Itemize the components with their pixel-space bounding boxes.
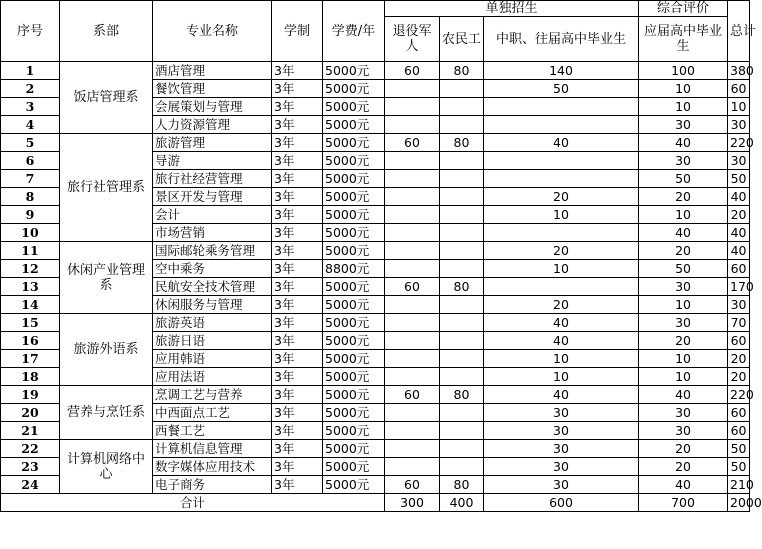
row-farmer — [440, 314, 484, 332]
row-veteran — [385, 368, 440, 386]
row-vocational — [484, 224, 639, 242]
row-total: 50 — [728, 440, 750, 458]
row-fee: 5000元 — [323, 332, 385, 350]
row-vocational — [484, 170, 639, 188]
row-major: 国际邮轮乘务管理 — [153, 242, 272, 260]
row-duration: 3年 — [272, 332, 323, 350]
department-cell: 饭店管理系 — [60, 62, 153, 134]
row-farmer — [440, 98, 484, 116]
row-major: 导游 — [153, 152, 272, 170]
row-veteran: 60 — [385, 62, 440, 80]
row-total: 30 — [728, 116, 750, 134]
totals-farmer: 400 — [440, 494, 484, 512]
row-farmer — [440, 350, 484, 368]
header-duration: 学制 — [272, 1, 323, 62]
row-fee: 5000元 — [323, 422, 385, 440]
header-group-single-enrollment: 单独招生 — [385, 1, 639, 17]
row-major: 应用法语 — [153, 368, 272, 386]
row-farmer: 80 — [440, 134, 484, 152]
row-major: 数字媒体应用技术 — [153, 458, 272, 476]
row-vocational: 20 — [484, 296, 639, 314]
row-major: 会展策划与管理 — [153, 98, 272, 116]
row-vocational: 50 — [484, 80, 639, 98]
row-major: 景区开发与管理 — [153, 188, 272, 206]
row-veteran — [385, 242, 440, 260]
row-seq: 22 — [1, 440, 60, 458]
row-farmer — [440, 368, 484, 386]
row-fee: 5000元 — [323, 278, 385, 296]
row-total: 50 — [728, 170, 750, 188]
row-vocational: 10 — [484, 350, 639, 368]
row-seq: 18 — [1, 368, 60, 386]
row-highschool: 10 — [639, 206, 728, 224]
row-total: 40 — [728, 224, 750, 242]
row-farmer — [440, 224, 484, 242]
row-fee: 5000元 — [323, 62, 385, 80]
row-farmer — [440, 260, 484, 278]
row-vocational — [484, 152, 639, 170]
row-seq: 5 — [1, 134, 60, 152]
totals-label: 合计 — [1, 494, 385, 512]
totals-vocational: 600 — [484, 494, 639, 512]
row-major: 电子商务 — [153, 476, 272, 494]
row-total: 70 — [728, 314, 750, 332]
row-vocational: 40 — [484, 332, 639, 350]
row-fee: 5000元 — [323, 116, 385, 134]
row-fee: 5000元 — [323, 404, 385, 422]
row-total: 60 — [728, 80, 750, 98]
row-seq: 8 — [1, 188, 60, 206]
row-duration: 3年 — [272, 224, 323, 242]
row-vocational: 30 — [484, 458, 639, 476]
row-vocational: 10 — [484, 368, 639, 386]
row-highschool: 20 — [639, 440, 728, 458]
row-major: 计算机信息管理 — [153, 440, 272, 458]
row-highschool: 20 — [639, 188, 728, 206]
row-major: 会计 — [153, 206, 272, 224]
row-fee: 5000元 — [323, 314, 385, 332]
row-major: 民航安全技术管理 — [153, 278, 272, 296]
row-total: 20 — [728, 350, 750, 368]
row-highschool: 30 — [639, 278, 728, 296]
row-veteran — [385, 440, 440, 458]
row-total: 60 — [728, 422, 750, 440]
row-highschool: 10 — [639, 80, 728, 98]
row-seq: 6 — [1, 152, 60, 170]
row-highschool: 10 — [639, 98, 728, 116]
row-total: 10 — [728, 98, 750, 116]
row-seq: 7 — [1, 170, 60, 188]
department-cell: 旅行社管理系 — [60, 134, 153, 242]
row-fee: 5000元 — [323, 350, 385, 368]
row-farmer — [440, 116, 484, 134]
row-duration: 3年 — [272, 314, 323, 332]
row-total: 30 — [728, 296, 750, 314]
row-duration: 3年 — [272, 458, 323, 476]
row-fee: 5000元 — [323, 440, 385, 458]
header-fee: 学费/年 — [323, 1, 385, 62]
row-veteran: 60 — [385, 134, 440, 152]
header-highschool: 应届高中毕业生 — [639, 17, 728, 62]
row-major: 空中乘务 — [153, 260, 272, 278]
row-vocational: 140 — [484, 62, 639, 80]
row-farmer — [440, 170, 484, 188]
row-major: 应用韩语 — [153, 350, 272, 368]
row-highschool: 10 — [639, 350, 728, 368]
department-cell: 休闲产业管理系 — [60, 242, 153, 314]
header-total: 总计 — [728, 1, 750, 62]
row-fee: 5000元 — [323, 242, 385, 260]
row-veteran — [385, 458, 440, 476]
totals-row — [1, 494, 750, 512]
row-major: 中西面点工艺 — [153, 404, 272, 422]
row-total: 40 — [728, 242, 750, 260]
row-highschool: 30 — [639, 422, 728, 440]
row-total: 210 — [728, 476, 750, 494]
row-duration: 3年 — [272, 80, 323, 98]
row-veteran: 60 — [385, 476, 440, 494]
row-duration: 3年 — [272, 242, 323, 260]
row-fee: 5000元 — [323, 224, 385, 242]
row-veteran — [385, 152, 440, 170]
row-highschool: 30 — [639, 404, 728, 422]
row-major: 西餐工艺 — [153, 422, 272, 440]
row-highschool: 20 — [639, 242, 728, 260]
row-seq: 13 — [1, 278, 60, 296]
row-fee: 5000元 — [323, 296, 385, 314]
row-farmer: 80 — [440, 62, 484, 80]
row-seq: 16 — [1, 332, 60, 350]
totals-veteran: 300 — [385, 494, 440, 512]
row-fee: 5000元 — [323, 170, 385, 188]
row-duration: 3年 — [272, 404, 323, 422]
row-major: 休闲服务与管理 — [153, 296, 272, 314]
row-total: 20 — [728, 206, 750, 224]
row-veteran — [385, 116, 440, 134]
row-duration: 3年 — [272, 386, 323, 404]
table-body — [1, 62, 762, 512]
row-vocational: 40 — [484, 386, 639, 404]
header-vocational: 中职、往届高中毕业生 — [484, 17, 639, 62]
row-farmer: 80 — [440, 476, 484, 494]
row-major: 旅游管理 — [153, 134, 272, 152]
row-seq: 11 — [1, 242, 60, 260]
row-duration: 3年 — [272, 368, 323, 386]
row-total: 60 — [728, 332, 750, 350]
table-row — [1, 386, 750, 404]
row-total: 40 — [728, 188, 750, 206]
row-farmer — [440, 80, 484, 98]
row-veteran: 60 — [385, 278, 440, 296]
row-total: 170 — [728, 278, 750, 296]
row-veteran: 60 — [385, 386, 440, 404]
row-total: 20 — [728, 368, 750, 386]
row-highschool: 40 — [639, 386, 728, 404]
header-farmer: 农民工 — [440, 17, 484, 62]
row-veteran — [385, 350, 440, 368]
row-highschool: 20 — [639, 332, 728, 350]
row-veteran — [385, 314, 440, 332]
table-row — [1, 314, 750, 332]
row-total: 220 — [728, 134, 750, 152]
row-highschool: 20 — [639, 458, 728, 476]
row-seq: 12 — [1, 260, 60, 278]
row-veteran — [385, 332, 440, 350]
row-total: 60 — [728, 404, 750, 422]
row-highschool: 40 — [639, 134, 728, 152]
row-seq: 23 — [1, 458, 60, 476]
row-seq: 15 — [1, 314, 60, 332]
row-veteran — [385, 296, 440, 314]
row-fee: 5000元 — [323, 134, 385, 152]
row-seq: 10 — [1, 224, 60, 242]
row-farmer — [440, 440, 484, 458]
row-vocational — [484, 116, 639, 134]
row-duration: 3年 — [272, 170, 323, 188]
row-major: 旅游英语 — [153, 314, 272, 332]
row-seq: 14 — [1, 296, 60, 314]
department-cell: 营养与烹饪系 — [60, 386, 153, 440]
header-group-comprehensive: 综合评价 — [639, 1, 728, 17]
row-duration: 3年 — [272, 188, 323, 206]
row-fee: 5000元 — [323, 152, 385, 170]
header-major: 专业名称 — [153, 1, 272, 62]
row-highschool: 10 — [639, 296, 728, 314]
row-duration: 3年 — [272, 152, 323, 170]
row-major: 人力资源管理 — [153, 116, 272, 134]
row-fee: 5000元 — [323, 458, 385, 476]
table-row — [1, 242, 750, 260]
row-highschool: 30 — [639, 314, 728, 332]
row-duration: 3年 — [272, 350, 323, 368]
row-seq: 4 — [1, 116, 60, 134]
row-seq: 21 — [1, 422, 60, 440]
row-farmer: 80 — [440, 278, 484, 296]
department-cell: 旅游外语系 — [60, 314, 153, 386]
row-farmer: 80 — [440, 386, 484, 404]
row-vocational: 10 — [484, 260, 639, 278]
header-seq: 序号 — [1, 1, 60, 62]
row-total: 60 — [728, 260, 750, 278]
row-vocational: 10 — [484, 206, 639, 224]
department-cell: 计算机网络中心 — [60, 440, 153, 494]
row-highschool: 30 — [639, 152, 728, 170]
row-vocational: 30 — [484, 476, 639, 494]
row-vocational: 30 — [484, 422, 639, 440]
row-major: 烹调工艺与营养 — [153, 386, 272, 404]
row-duration: 3年 — [272, 422, 323, 440]
row-vocational: 30 — [484, 404, 639, 422]
row-total: 30 — [728, 152, 750, 170]
row-farmer — [440, 296, 484, 314]
table-row — [1, 134, 750, 152]
row-veteran — [385, 80, 440, 98]
row-fee: 8800元 — [323, 260, 385, 278]
row-highschool: 50 — [639, 170, 728, 188]
row-major: 市场营销 — [153, 224, 272, 242]
row-fee: 5000元 — [323, 476, 385, 494]
totals-highschool: 700 — [639, 494, 728, 512]
row-highschool: 50 — [639, 260, 728, 278]
row-farmer — [440, 332, 484, 350]
row-farmer — [440, 206, 484, 224]
row-vocational: 30 — [484, 440, 639, 458]
header-veteran: 退役军人 — [385, 17, 440, 62]
row-fee: 5000元 — [323, 188, 385, 206]
row-farmer — [440, 152, 484, 170]
table-row — [1, 62, 750, 80]
row-vocational — [484, 278, 639, 296]
row-veteran — [385, 170, 440, 188]
row-major: 旅游日语 — [153, 332, 272, 350]
row-duration: 3年 — [272, 62, 323, 80]
row-seq: 2 — [1, 80, 60, 98]
row-highschool: 40 — [639, 224, 728, 242]
row-veteran — [385, 98, 440, 116]
row-fee: 5000元 — [323, 98, 385, 116]
row-farmer — [440, 188, 484, 206]
row-veteran — [385, 404, 440, 422]
row-duration: 3年 — [272, 296, 323, 314]
header-dept: 系部 — [60, 1, 153, 62]
row-vocational: 40 — [484, 314, 639, 332]
row-fee: 5000元 — [323, 368, 385, 386]
row-duration: 3年 — [272, 440, 323, 458]
row-highschool: 100 — [639, 62, 728, 80]
row-total: 220 — [728, 386, 750, 404]
row-farmer — [440, 242, 484, 260]
row-duration: 3年 — [272, 206, 323, 224]
row-seq: 1 — [1, 62, 60, 80]
row-farmer — [440, 422, 484, 440]
row-farmer — [440, 404, 484, 422]
row-vocational: 20 — [484, 188, 639, 206]
row-veteran — [385, 206, 440, 224]
row-farmer — [440, 458, 484, 476]
row-seq: 17 — [1, 350, 60, 368]
row-veteran — [385, 224, 440, 242]
row-highschool: 40 — [639, 476, 728, 494]
row-duration: 3年 — [272, 476, 323, 494]
row-major: 旅行社经营管理 — [153, 170, 272, 188]
row-duration: 3年 — [272, 260, 323, 278]
row-duration: 3年 — [272, 278, 323, 296]
row-veteran — [385, 260, 440, 278]
row-seq: 20 — [1, 404, 60, 422]
row-fee: 5000元 — [323, 206, 385, 224]
row-veteran — [385, 188, 440, 206]
row-vocational — [484, 98, 639, 116]
row-seq: 9 — [1, 206, 60, 224]
row-duration: 3年 — [272, 116, 323, 134]
row-major: 餐饮管理 — [153, 80, 272, 98]
row-duration: 3年 — [272, 134, 323, 152]
row-highschool: 10 — [639, 368, 728, 386]
row-fee: 5000元 — [323, 80, 385, 98]
row-seq: 3 — [1, 98, 60, 116]
row-veteran — [385, 422, 440, 440]
row-seq: 24 — [1, 476, 60, 494]
row-vocational: 20 — [484, 242, 639, 260]
row-fee: 5000元 — [323, 386, 385, 404]
row-highschool: 30 — [639, 116, 728, 134]
row-major: 酒店管理 — [153, 62, 272, 80]
totals-total: 2000 — [728, 494, 750, 512]
table-row — [1, 440, 750, 458]
row-total: 50 — [728, 458, 750, 476]
row-total: 380 — [728, 62, 750, 80]
row-vocational: 40 — [484, 134, 639, 152]
row-duration: 3年 — [272, 98, 323, 116]
row-seq: 19 — [1, 386, 60, 404]
